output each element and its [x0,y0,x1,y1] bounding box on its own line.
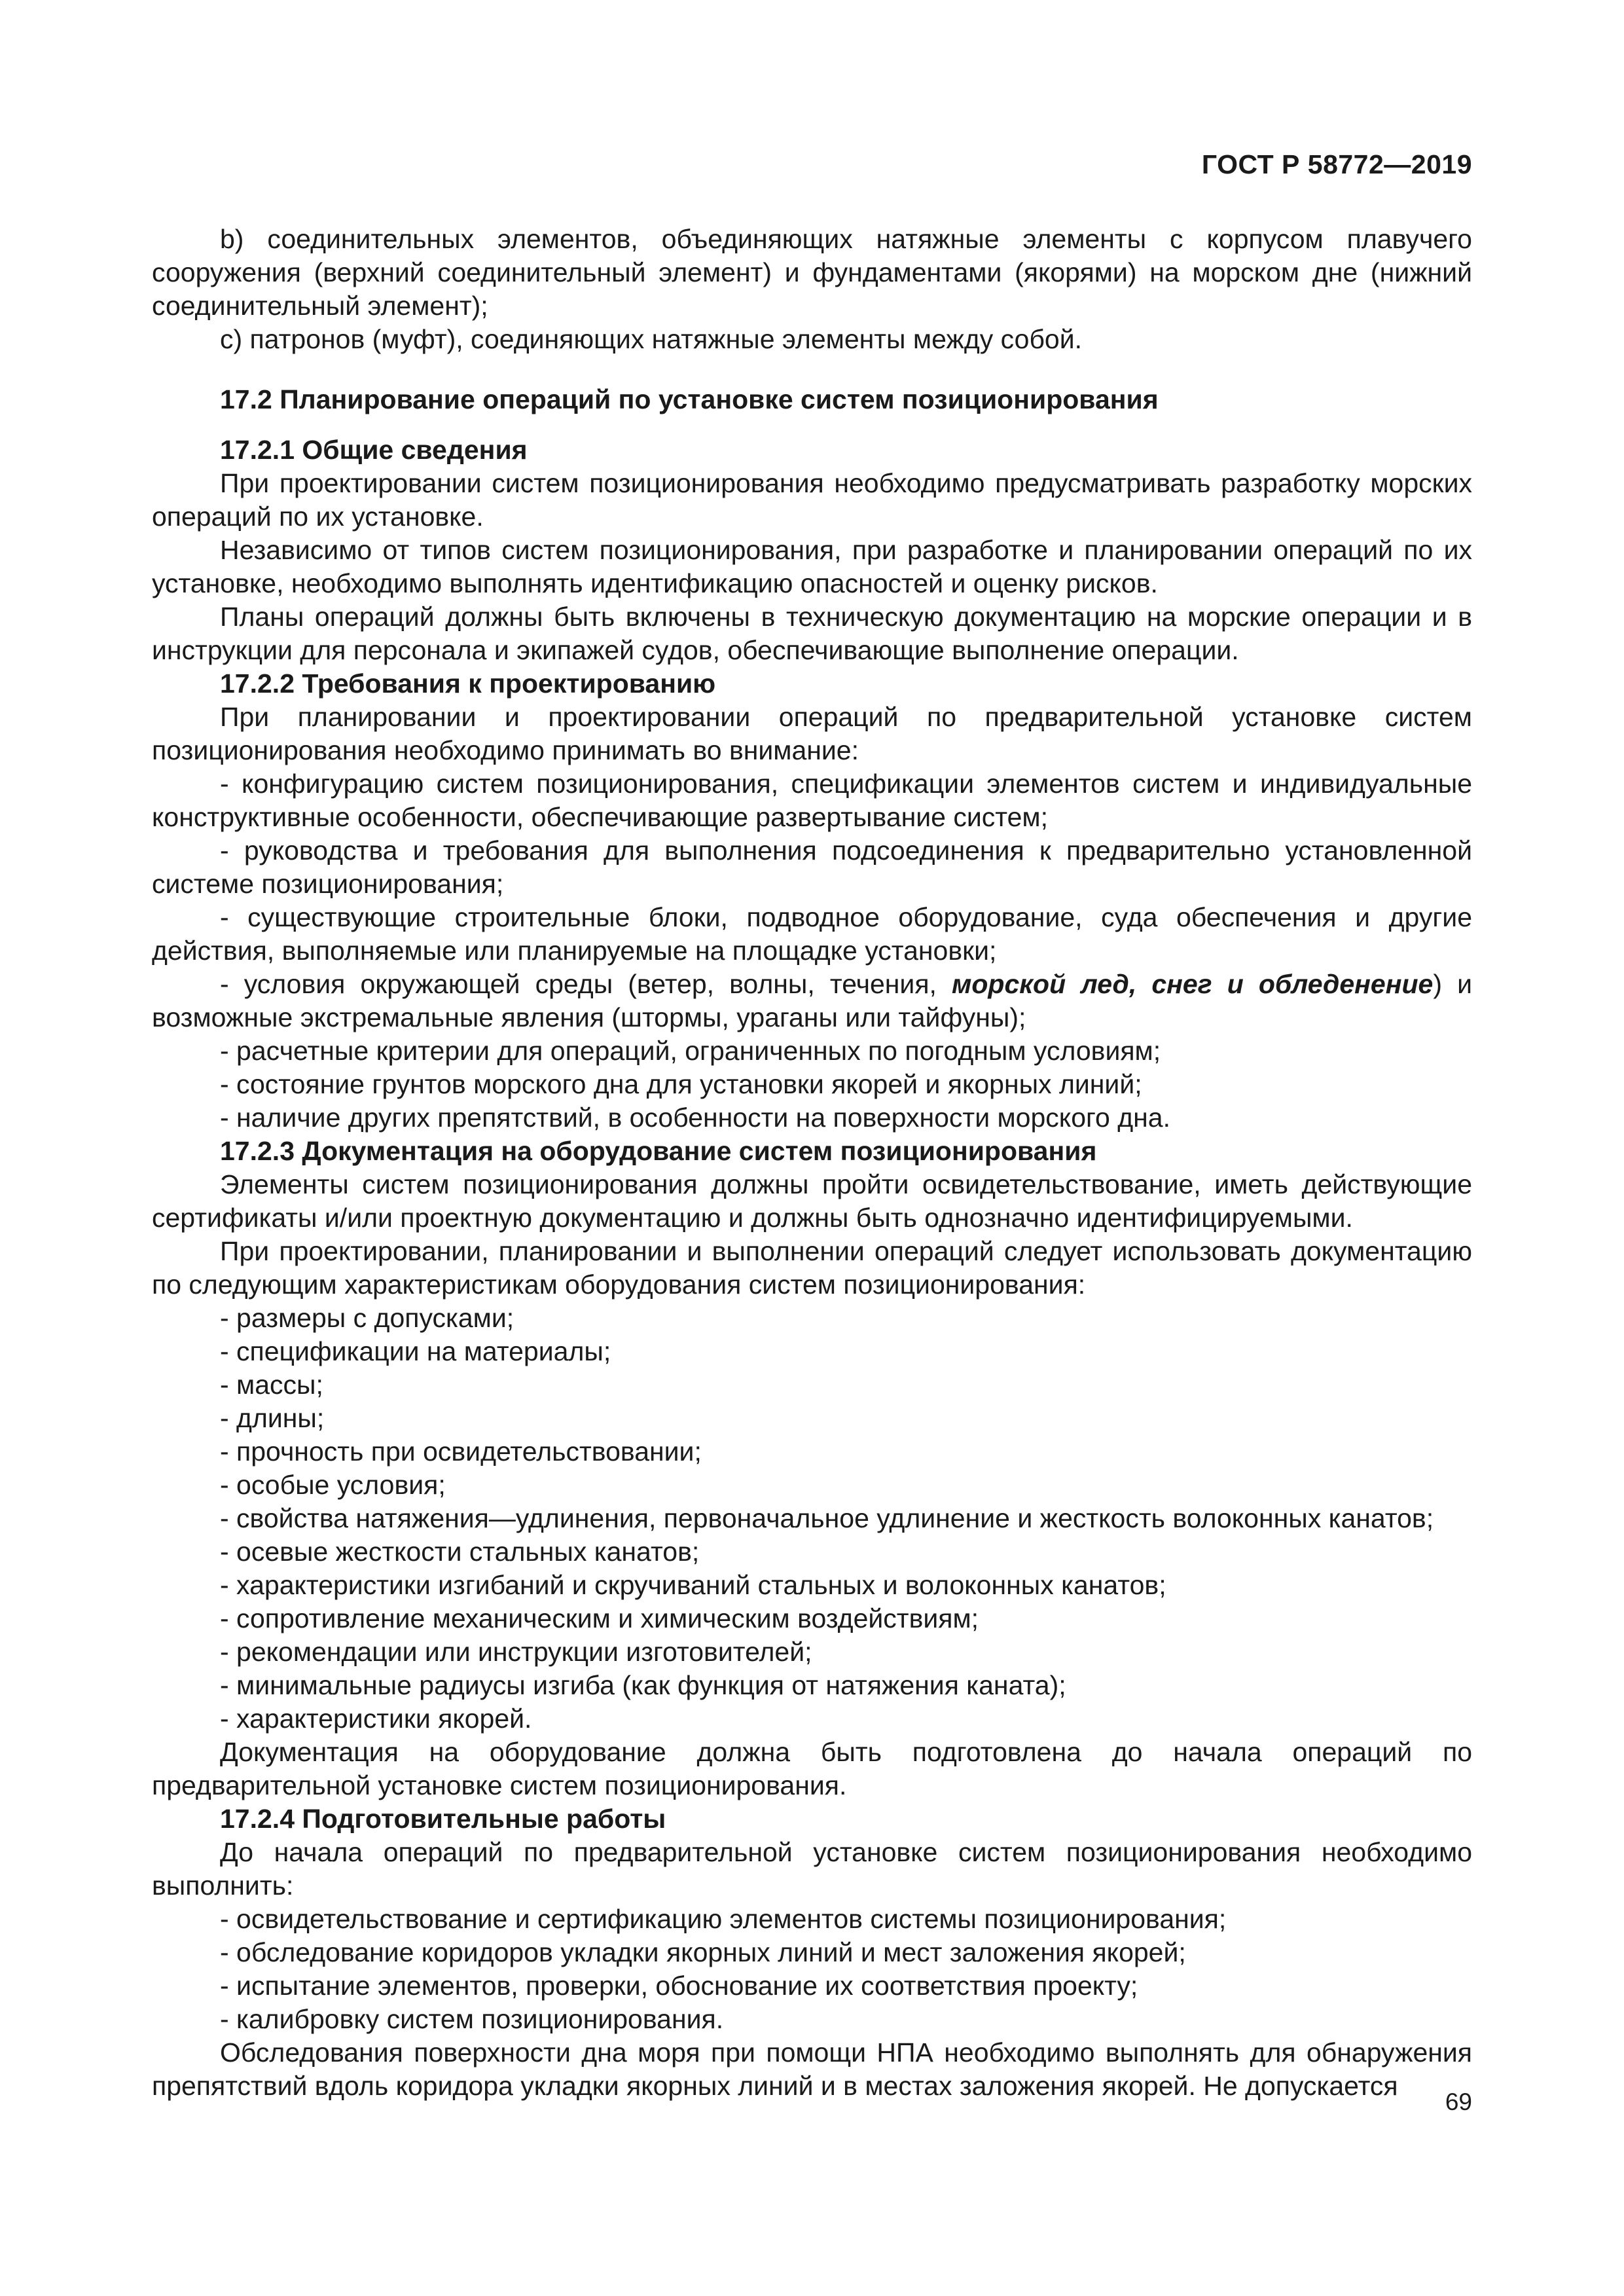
list-item: - состояние грунтов морского дна для установки якорей и якорных линий; [220,1069,1142,1099]
section-heading: 17.2 Планирование операций по установке систем позиционирования [220,384,1159,414]
list-item: - сопротивление механическим и химическим воздействиям; [220,1603,979,1633]
paragraph: Документация на оборудование должна быть подготовлена до начала операций по предварительной установке систем позиционирования. [152,1737,1472,1800]
list-item: - руководства и требования для выполнения подсоединения к предварительно установленной системе позиционирования; [152,835,1472,899]
list-item: - освидетельствование и сертификацию элементов системы позиционирования; [220,1904,1227,1934]
list-item: - длины; [220,1403,325,1433]
list-item: - существующие строительные блоки, подводное оборудование, суда обеспечения и другие действия, выполняемые или планируемые на площадке установки; [152,902,1472,966]
paragraph: Обследования поверхности дна моря при помощи НПА необходимо выполнять для обнаружения препятствий вдоль коридора укладки якорных линий и в местах заложения якорей. Не допускается [152,2037,1472,2101]
list-item-text: - условия окружающей среды (ветер, волны, течения, [220,969,952,999]
paragraph: Независимо от типов систем позиционирования, при разработке и планировании операций по их установке, необходимо выполнять идентификацию опасностей и оценку рисков. [152,535,1472,598]
document-body [152,223,1472,2103]
paragraph: b) соединительных элементов, объединяющих натяжные элементы с корпусом плавучего сооружения (верхний соединительный элемент) и фундаментами (якорями) на морском дне (нижний соединительный элемент); [152,224,1472,321]
list-item: - характеристики якорей. [220,1704,532,1734]
emphasized-text: морской лед, снег и обледенение [952,969,1434,999]
list-item: - конфигурацию систем позиционирования, спецификации элементов систем и индивидуальные конструктивные особенности, обеспечивающие развертывание систем; [152,769,1472,832]
subsection-heading: 17.2.1 Общие сведения [220,435,528,465]
list-item: - наличие других препятствий, в особенности на поверхности морского дна. [220,1102,1170,1133]
paragraph: При проектировании систем позиционирования необходимо предусматривать разработку морских операций по их установке. [152,468,1472,532]
list-item: - обследование коридоров укладки якорных линий и мест заложения якорей; [220,1937,1186,1967]
list-item: - минимальные радиусы изгиба (как функция от натяжения каната); [220,1670,1066,1700]
subsection-heading: 17.2.2 Требования к проектированию [220,668,716,699]
subsection-heading: 17.2.3 Документация на оборудование систем позиционирования [220,1136,1097,1166]
list-item: - рекомендации или инструкции изготовителей; [220,1637,812,1667]
document-header: ГОСТ Р 58772—2019 [1201,149,1472,179]
list-item: - массы; [220,1370,323,1400]
list-item: - прочность при освидетельствовании; [220,1436,702,1467]
list-item-text: ) и возможные экстремальные явления (штормы, ураганы или тайфуны); [152,969,1473,1032]
subsection-heading: 17.2.4 Подготовительные работы [220,1804,666,1834]
list-item [152,968,1472,1034]
page-number: 69 [1445,2088,1472,2115]
paragraph: При проектировании, планировании и выполнении операций следует использовать документацию по следующим характеристикам оборудования систем позиционирования: [152,1236,1472,1300]
list-item: - осевые жесткости стальных канатов; [220,1537,700,1567]
list-item: - характеристики изгибаний и скручиваний стальных и волоконных канатов; [220,1570,1166,1600]
list-item: - размеры с допусками; [220,1303,514,1333]
list-item: - испытание элементов, проверки, обоснование их соответствия проекту; [220,1971,1138,2001]
paragraph: Элементы систем позиционирования должны пройти освидетельствование, иметь действующие сертификаты и/или проектную документацию и должны быть однозначно идентифицируемыми. [152,1169,1472,1233]
list-item: - калибровку систем позиционирования. [220,2004,724,2034]
paragraph: При планировании и проектировании операций по предварительной установке систем позиционирования необходимо принимать во внимание: [152,702,1472,765]
paragraph: До начала операций по предварительной установке систем позиционирования необходимо выполнить: [152,1837,1472,1901]
list-item: - особые условия; [220,1470,446,1500]
paragraph: c) патронов (муфт), соединяющих натяжные элементы между собой. [220,324,1083,354]
list-item: - расчетные критерии для операций, ограниченных по погодным условиям; [220,1036,1161,1066]
list-item: - спецификации на материалы; [220,1336,611,1366]
list-item: - свойства натяжения—удлинения, первоначальное удлинение и жесткость волоконных канатов; [220,1503,1434,1533]
paragraph: Планы операций должны быть включены в техническую документацию на морские операции и в инструкции для персонала и экипажей судов, обеспечивающие выполнение операции. [152,602,1472,665]
